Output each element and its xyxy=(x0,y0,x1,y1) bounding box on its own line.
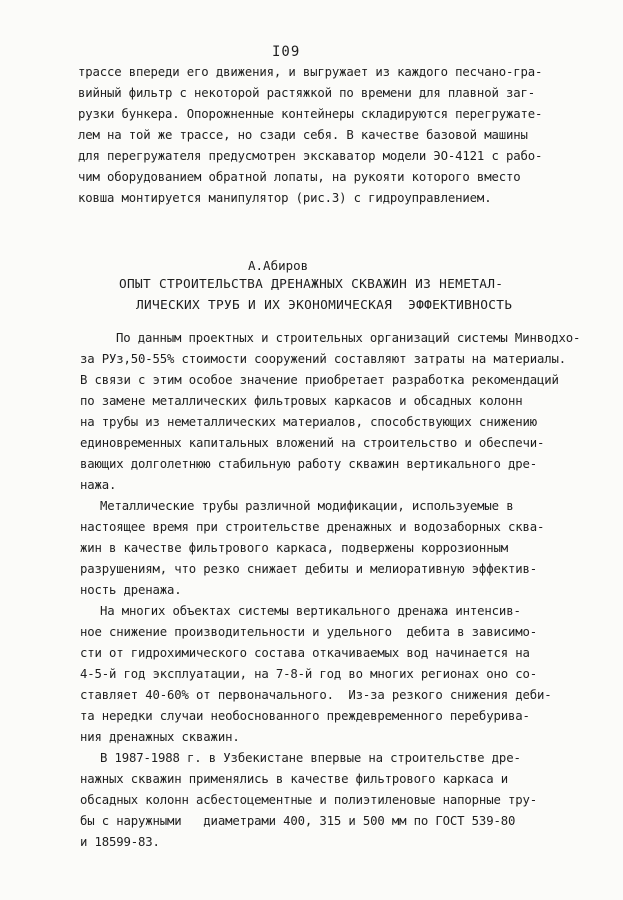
text-line: чим оборудованием обратной лопаты, на рукояти которого вместо xyxy=(78,170,521,184)
text-line: обсадных колонн асбестоцементные и полиэтиленовые напорные тру- xyxy=(80,793,537,807)
text-line: По данным проектных и строительных организаций системы Минводхо- xyxy=(116,331,581,345)
text-line: вающих долголетнюю стабильную работу скважин вертикального дре- xyxy=(80,457,537,471)
text-line: Металлические трубы различной модификации, используемые в xyxy=(100,499,514,513)
text-line: бы с наружными диаметрами 400, 315 и 500 мм по ГОСТ 539-80 xyxy=(80,814,516,828)
text-line: ность дренажа. xyxy=(80,583,182,597)
text-line: единовременных капитальных вложений на строительство и обеспечи- xyxy=(80,436,545,450)
article-author: А.Абиров xyxy=(248,258,309,273)
text-line: нажных скважин применялись в качестве фильтрового каркаса и xyxy=(80,772,508,786)
text-line: нажа. xyxy=(80,478,117,492)
text-line: ния дренажных скважин. xyxy=(80,730,240,744)
text-line: На многих объектах системы вертикального дренажа интенсив- xyxy=(100,604,521,618)
text-line: В 1987-1988 г. в Узбекистане впервые на строительстве дре- xyxy=(100,751,521,765)
text-line: трассе впереди его движения, и выгружает из каждого песчано-гра- xyxy=(78,65,543,79)
title-line: ЛИЧЕСКИХ ТРУБ И ИХ ЭКОНОМИЧЕСКАЯ ЭФФЕКТИВНОСТЬ xyxy=(136,298,513,313)
text-line: та нередки случаи необоснованного преждевременного перебуривa- xyxy=(80,709,530,723)
page-number: I09 xyxy=(272,44,301,60)
text-line: 4-5-й год эксплуатации, на 7-8-й год во многих регионах оно со- xyxy=(80,667,537,681)
text-line: и 18599-83. xyxy=(80,835,160,849)
text-line: ставляет 40-60% от первоначального. Из-за резкого снижения деби- xyxy=(80,688,552,702)
text-line: ковша монтируется манипулятор (рис.3) с гидроуправлением. xyxy=(78,191,492,205)
text-line: В связи с этим особое значение приобретает разработка рекомендаций xyxy=(80,373,559,387)
text-line: на трубы из неметаллических материалов, способствующих снижению xyxy=(80,415,537,429)
text-line: за РУз,50-55% стоимости сооружений составляют затраты на материалы. xyxy=(80,352,566,366)
text-line: ное снижение производительности и удельного дебита в зависимо- xyxy=(80,625,537,639)
text-line: рузки бункера. Опорожненные контейнеры складируются перегружате- xyxy=(78,107,543,121)
text-line: лем на той же трассе, но сзади себя. В качестве базовой машины xyxy=(78,128,528,142)
text-line: жин в качестве фильтрового каркаса, подвержены коррозионным xyxy=(80,541,508,555)
text-line: вийный фильтр с некоторой растяжкой по времени для плавной заг- xyxy=(78,86,535,100)
text-line: разрушениям, что резко снижает дебиты и мелиоративную эффектив- xyxy=(80,562,537,576)
text-line: настоящее время при строительстве дренажных и водозаборных сква- xyxy=(80,520,545,534)
text-line: для перегружателя предусмотрен экскаватор модели ЭО-4121 с рабо- xyxy=(78,149,543,163)
title-line: ОПЫТ СТРОИТЕЛЬСТВА ДРЕНАЖНЫХ СКВАЖИН ИЗ НЕМЕТАЛ- xyxy=(119,277,504,292)
text-line: по замене металлических фильтровых каркасов и обсадных колонн xyxy=(80,394,523,408)
text-line: сти от гидрохимического состава откачиваемых вод начинается на xyxy=(80,646,530,660)
